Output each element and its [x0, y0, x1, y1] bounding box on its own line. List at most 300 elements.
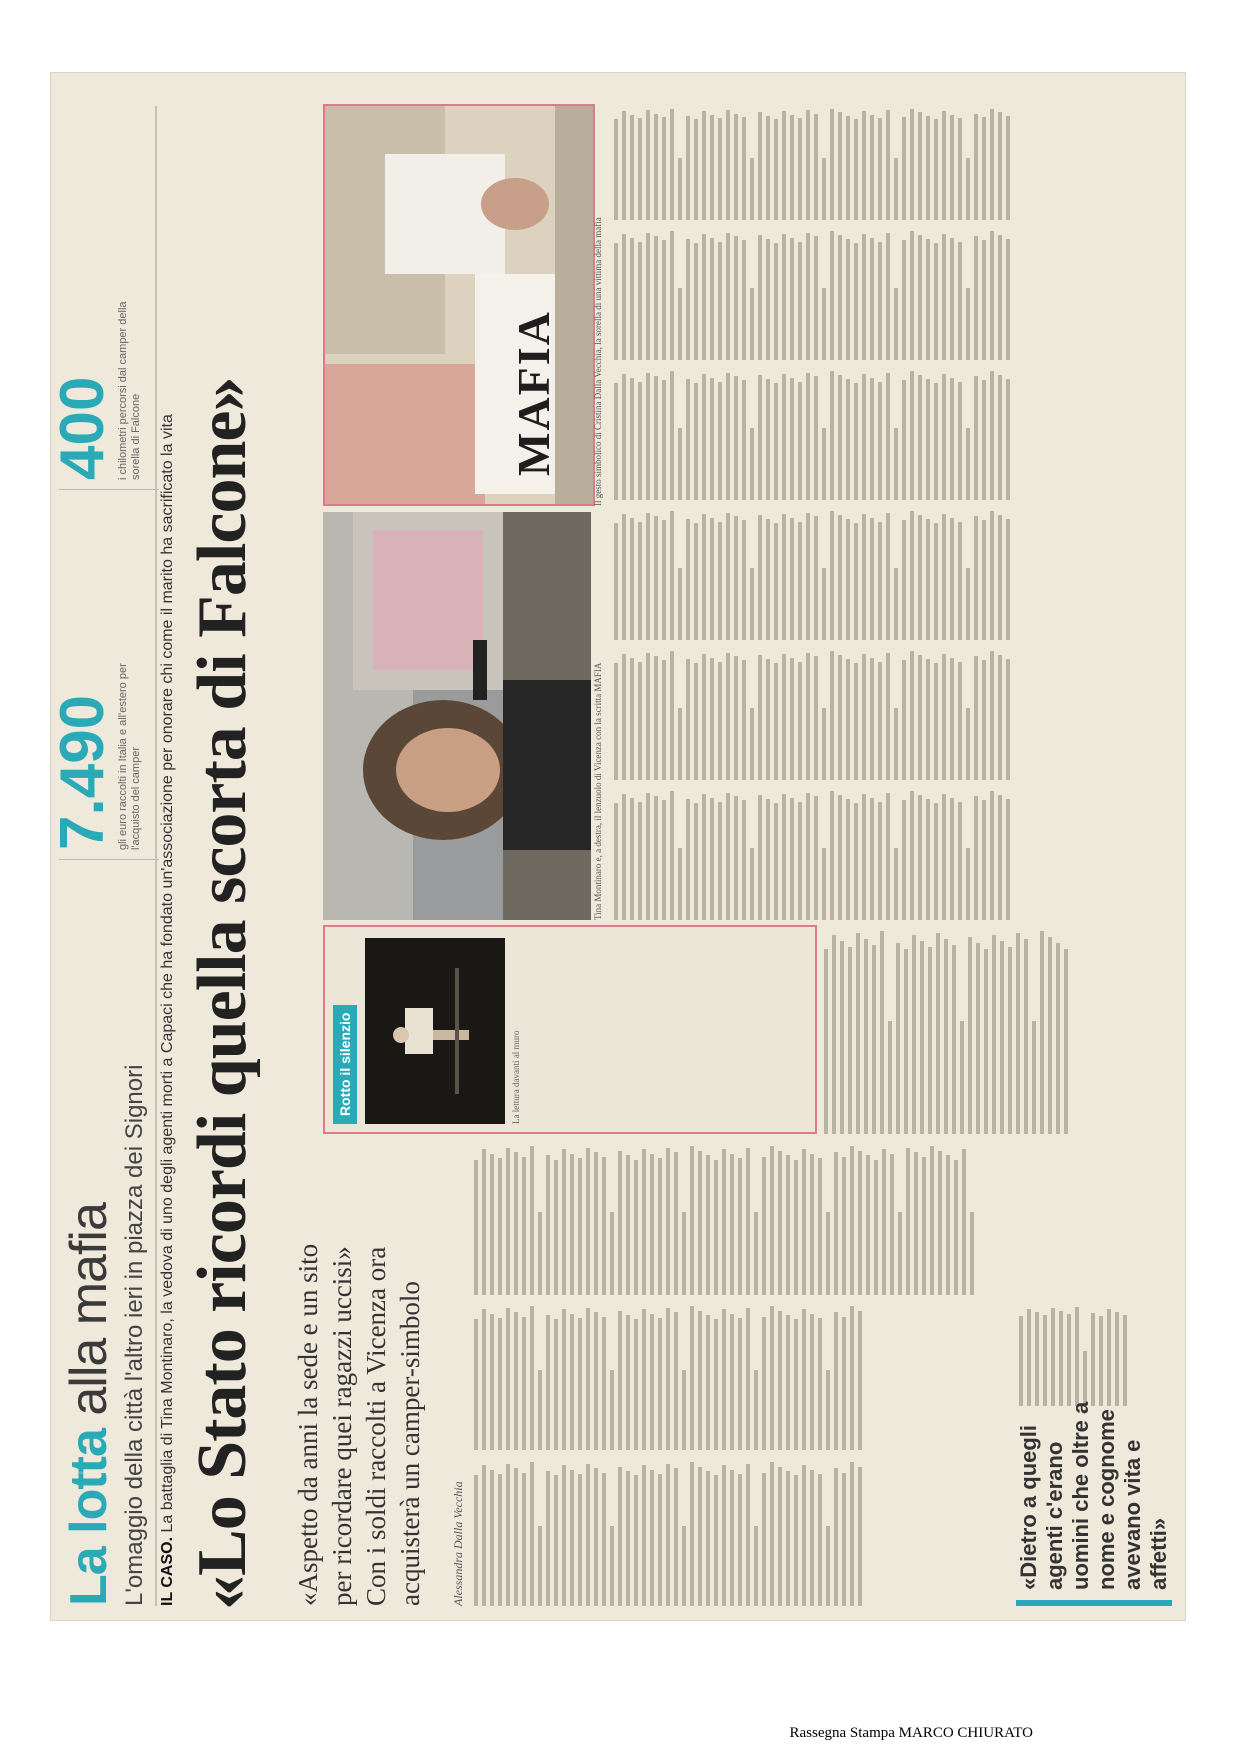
text-line: [538, 1526, 542, 1606]
text-line: [610, 1213, 614, 1296]
text-line: [982, 380, 986, 500]
text-line: [870, 518, 874, 640]
footer-credit: Rassegna Stampa MARCO CHIURATO: [789, 1725, 1033, 1741]
text-line: [968, 937, 972, 1134]
text-line: [854, 383, 858, 500]
text-line: [754, 1526, 758, 1606]
text-line: [670, 651, 674, 780]
section-title-rest: alla mafia: [60, 1203, 118, 1430]
text-line: [770, 1306, 774, 1450]
text-line: [714, 1160, 718, 1295]
text-line: [646, 373, 650, 500]
text-line: [750, 569, 754, 641]
text-line: [790, 798, 794, 920]
text-line: [938, 1151, 942, 1295]
text-line: [918, 112, 922, 220]
text-line: [950, 115, 954, 220]
text-line: [746, 1464, 750, 1606]
text-line: [814, 797, 818, 921]
text-line: [670, 511, 674, 640]
stat-box-2: [48, 280, 143, 480]
text-line: [538, 1370, 542, 1450]
text-line: [802, 1150, 806, 1296]
text-line: [822, 709, 826, 781]
text-line: [670, 791, 674, 920]
text-line: [878, 242, 882, 360]
text-line: [896, 943, 900, 1134]
text-line: [966, 429, 970, 501]
text-line: [686, 659, 690, 780]
text-line: [630, 798, 634, 920]
text-line: [832, 935, 836, 1134]
text-line: [774, 383, 778, 500]
text-line: [838, 235, 842, 360]
text-line: [1016, 933, 1020, 1134]
text-line: [958, 802, 962, 920]
text-line: [902, 800, 906, 920]
text-line: [530, 1306, 534, 1450]
text-line: [814, 657, 818, 781]
text-line: [770, 1462, 774, 1606]
stat-caption: gli euro raccolti in Italia e all'estero per l'acquisto del camper: [117, 663, 142, 850]
text-line: [506, 1464, 510, 1606]
text-line: [910, 511, 914, 640]
text-line: [702, 654, 706, 780]
text-line: [554, 1160, 558, 1295]
text-line: [946, 1156, 950, 1296]
night-scene-image: [365, 938, 505, 1124]
body-column-6: [611, 650, 1171, 780]
text-line: [838, 375, 842, 500]
text-line: [774, 243, 778, 360]
text-lines: [614, 510, 1010, 640]
text-line: [778, 1467, 782, 1606]
text-line: [790, 378, 794, 500]
text-line: [702, 514, 706, 640]
text-line: [954, 1160, 958, 1295]
text-line: [934, 119, 938, 220]
text-line: [738, 1159, 742, 1296]
text-line: [602, 1473, 606, 1606]
text-line: [634, 1160, 638, 1295]
text-line: [654, 114, 658, 220]
text-lines: [474, 1145, 974, 1295]
text-line: [910, 231, 914, 360]
text-line: [886, 793, 890, 920]
scanned-newspaper-page: [50, 72, 1186, 1621]
text-line: [898, 1213, 902, 1296]
text-line: [874, 1160, 878, 1295]
text-line: [790, 518, 794, 640]
text-line: [950, 658, 954, 780]
text-line: [686, 116, 690, 220]
text-line: [934, 663, 938, 780]
text-line: [942, 514, 946, 640]
text-line: [778, 1151, 782, 1295]
text-line: [698, 1151, 702, 1295]
text-line: [992, 935, 996, 1134]
text-line: [1006, 379, 1010, 500]
text-line: [646, 110, 650, 220]
text-line: [902, 520, 906, 640]
text-line: [958, 662, 962, 780]
text-line: [910, 109, 914, 220]
text-line: [1099, 1316, 1103, 1406]
text-line: [734, 517, 738, 641]
text-line: [894, 849, 898, 921]
text-line: [490, 1314, 494, 1450]
text-line: [514, 1153, 518, 1296]
text-line: [878, 118, 882, 220]
text-line: [942, 234, 946, 360]
text-line: [546, 1471, 550, 1606]
text-line: [530, 1147, 534, 1296]
text-line: [798, 802, 802, 920]
text-line: [818, 1159, 822, 1296]
text-line: [982, 660, 986, 780]
text-line: [686, 799, 690, 920]
text-line: [790, 658, 794, 780]
text-line: [1032, 1021, 1036, 1134]
text-line: [630, 518, 634, 640]
text-line: [710, 378, 714, 500]
text-line: [674, 1468, 678, 1606]
text-lines: [1019, 1306, 1127, 1406]
text-line: [1075, 1307, 1079, 1406]
text-line: [562, 1150, 566, 1296]
text-lines: [474, 1305, 862, 1450]
text-line: [990, 511, 994, 640]
text-line: [890, 1154, 894, 1295]
text-line: [958, 118, 962, 220]
text-line: [998, 655, 1002, 780]
text-line: [782, 111, 786, 220]
text-line: [694, 523, 698, 640]
text-line: [814, 377, 818, 501]
text-line: [706, 1156, 710, 1296]
text-line: [722, 1309, 726, 1450]
text-line: [622, 111, 626, 220]
text-line: [878, 382, 882, 500]
text-line: [798, 662, 802, 780]
text-line: [1107, 1309, 1111, 1406]
text-line: [714, 1320, 718, 1451]
text-line: [750, 849, 754, 921]
sidebar-caption: La lettura davanti al muro: [511, 1030, 521, 1124]
text-line: [1006, 116, 1010, 220]
text-line: [806, 373, 810, 500]
text-line: [702, 374, 706, 500]
text-line: [910, 651, 914, 780]
text-line: [850, 1147, 854, 1296]
text-line: [786, 1471, 790, 1606]
text-line: [754, 1213, 758, 1296]
body-column-7: [611, 510, 1171, 640]
text-lines: [614, 108, 1010, 220]
text-line: [918, 515, 922, 640]
text-line: [798, 242, 802, 360]
text-line: [710, 658, 714, 780]
text-line: [966, 569, 970, 641]
text-line: [842, 1317, 846, 1450]
text-line: [970, 1213, 974, 1296]
text-line: [1040, 931, 1044, 1134]
text-line: [586, 1148, 590, 1295]
text-line: [864, 939, 868, 1134]
text-line: [834, 1468, 838, 1606]
text-line: [766, 659, 770, 780]
article-headline: «Lo Stato ricordi quella scorta di Falcone»: [184, 377, 261, 1610]
text-line: [926, 519, 930, 640]
text-line: [958, 522, 962, 640]
text-line: [638, 522, 642, 640]
text-line: [586, 1464, 590, 1606]
text-line: [798, 118, 802, 220]
text-line: [774, 803, 778, 920]
text-line: [950, 238, 954, 360]
text-line: [622, 654, 626, 780]
text-line: [1019, 1316, 1023, 1406]
text-line: [822, 289, 826, 361]
text-line: [662, 520, 666, 640]
text-line: [894, 158, 898, 220]
text-line: [622, 234, 626, 360]
text-line: [714, 1476, 718, 1607]
text-line: [506, 1148, 510, 1295]
text-line: [790, 238, 794, 360]
text-line: [1123, 1315, 1127, 1406]
text-line: [830, 231, 834, 360]
text-line: [762, 1157, 766, 1295]
text-line: [998, 112, 1002, 220]
text-line: [718, 118, 722, 220]
text-line: [650, 1314, 654, 1450]
text-line: [984, 950, 988, 1135]
text-line: [806, 513, 810, 640]
text-line: [662, 800, 666, 920]
text-line: [698, 1311, 702, 1450]
text-line: [766, 116, 770, 220]
text-line: [650, 1470, 654, 1606]
text-line: [710, 798, 714, 920]
pull-quote: «Dietro a quegli agenti c'erano uomini che oltre a nome e cognome avevano vita e affetti»: [1016, 1400, 1172, 1606]
text-line: [642, 1150, 646, 1296]
text-line: [838, 112, 842, 220]
text-line: [774, 663, 778, 780]
text-line: [522, 1317, 526, 1450]
text-line: [482, 1465, 486, 1606]
text-line: [722, 1150, 726, 1296]
kicker-label: IL CASO.: [159, 1536, 176, 1606]
text-line: [678, 849, 682, 921]
text-line: [886, 110, 890, 220]
text-line: [862, 794, 866, 920]
text-line: [904, 950, 908, 1135]
text-line: [694, 803, 698, 920]
text-line: [726, 233, 730, 360]
text-line: [1006, 239, 1010, 360]
text-line: [530, 1462, 534, 1606]
text-line: [546, 1156, 550, 1296]
text-line: [654, 237, 658, 361]
text-line: [882, 1150, 886, 1296]
text-line: [742, 800, 746, 920]
text-line: [990, 651, 994, 780]
text-line: [662, 660, 666, 780]
text-line: [622, 514, 626, 640]
stat-box-1: [48, 650, 143, 850]
text-line: [654, 517, 658, 641]
text-line: [1115, 1312, 1119, 1406]
text-line: [830, 651, 834, 780]
text-line: [814, 517, 818, 641]
text-line: [1056, 943, 1060, 1134]
text-line: [658, 1474, 662, 1606]
text-line: [934, 523, 938, 640]
article-kicker: [159, 414, 177, 1606]
kicker-text: La battaglia di Tina Montinaro, la vedova di uno degli agenti morti a Capaci che ha fondato un'associazione per onorare chi come il marito ha sacrificato la vita: [159, 414, 176, 1537]
divider: [59, 859, 159, 860]
text-line: [678, 158, 682, 220]
text-line: [830, 511, 834, 640]
text-line: [638, 802, 642, 920]
text-line: [490, 1154, 494, 1295]
text-line: [650, 1154, 654, 1295]
text-line: [822, 158, 826, 220]
text-line: [742, 660, 746, 780]
right-photo-caption: Il gesto simbolico di Cristina Dalla Vecchia, la sorella di una vittima della mafia: [593, 217, 603, 506]
text-line: [718, 662, 722, 780]
text-line: [498, 1159, 502, 1296]
text-lines: [614, 790, 1010, 920]
sidebar-heading: Rotto il silenzio: [333, 1005, 357, 1124]
text-line: [614, 663, 618, 780]
text-line: [786, 1315, 790, 1450]
text-line: [678, 289, 682, 361]
text-line: [870, 658, 874, 780]
body-column-1: [471, 1461, 1011, 1606]
text-line: [726, 513, 730, 640]
text-line: [862, 514, 866, 640]
text-line: [1000, 941, 1004, 1134]
text-line: [670, 109, 674, 220]
text-line: [912, 935, 916, 1134]
article-deck: «Aspetto da anni la sede e un sito per ricordare quei ragazzi uccisi» Con i soldi raccolti a Vicenza ora acquisterà un camper-simbolo: [293, 1243, 425, 1606]
text-line: [482, 1150, 486, 1296]
text-line: [838, 795, 842, 920]
text-line: [686, 379, 690, 500]
text-line: [842, 1157, 846, 1295]
text-line: [870, 115, 874, 220]
text-line: [570, 1154, 574, 1295]
text-line: [654, 797, 658, 921]
text-line: [798, 522, 802, 640]
text-line: [854, 243, 858, 360]
text-line: [766, 379, 770, 500]
body-column-5: [611, 790, 1171, 920]
text-line: [658, 1159, 662, 1296]
text-line: [718, 382, 722, 500]
text-line: [910, 371, 914, 500]
text-line: [750, 289, 754, 361]
text-line: [758, 795, 762, 920]
text-line: [654, 657, 658, 781]
text-line: [878, 662, 882, 780]
text-line: [554, 1476, 558, 1607]
text-lines: [474, 1461, 862, 1606]
text-line: [914, 1153, 918, 1296]
text-line: [682, 1526, 686, 1606]
section-title: [59, 1203, 119, 1606]
text-line: [586, 1308, 590, 1450]
text-line: [710, 115, 714, 220]
text-line: [570, 1470, 574, 1606]
text-line: [758, 655, 762, 780]
text-line: [950, 378, 954, 500]
text-line: [614, 523, 618, 640]
text-line: [918, 235, 922, 360]
text-line: [730, 1470, 734, 1606]
text-line: [944, 939, 948, 1134]
text-line: [686, 239, 690, 360]
text-line: [1027, 1309, 1031, 1406]
text-line: [926, 379, 930, 500]
text-line: [626, 1156, 630, 1296]
text-line: [926, 116, 930, 220]
text-line: [610, 1526, 614, 1606]
text-line: [778, 1311, 782, 1450]
text-line: [798, 382, 802, 500]
main-photo-caption: Tina Montinaro e, a destra, il lenzuolo di Vicenza con la scritta MAFIA: [593, 662, 603, 920]
text-line: [690, 1147, 694, 1296]
text-line: [846, 799, 850, 920]
text-line: [1006, 519, 1010, 640]
text-line: [974, 114, 978, 220]
text-line: [742, 240, 746, 360]
text-line: [578, 1159, 582, 1296]
stat-value: 400: [48, 376, 117, 480]
text-line: [674, 1153, 678, 1296]
text-line: [1083, 1351, 1087, 1406]
text-line: [662, 117, 666, 220]
text-line: [818, 1318, 822, 1450]
text-line: [942, 794, 946, 920]
text-line: [730, 1154, 734, 1295]
text-line: [918, 375, 922, 500]
text-line: [974, 377, 978, 501]
body-column-10: [611, 108, 1171, 220]
text-lines: [614, 370, 1010, 500]
text-line: [1091, 1313, 1095, 1406]
right-photo: [323, 104, 595, 506]
main-photo: [323, 512, 591, 920]
text-line: [790, 115, 794, 220]
text-line: [966, 158, 970, 220]
text-line: [690, 1306, 694, 1450]
text-line: [618, 1151, 622, 1295]
text-line: [810, 1314, 814, 1450]
text-line: [498, 1474, 502, 1606]
text-line: [982, 117, 986, 220]
text-line: [1008, 947, 1012, 1134]
text-line: [474, 1476, 478, 1607]
text-line: [936, 933, 940, 1134]
text-line: [846, 659, 850, 780]
text-line: [990, 371, 994, 500]
text-line: [602, 1157, 606, 1295]
text-line: [998, 235, 1002, 360]
text-line: [638, 662, 642, 780]
